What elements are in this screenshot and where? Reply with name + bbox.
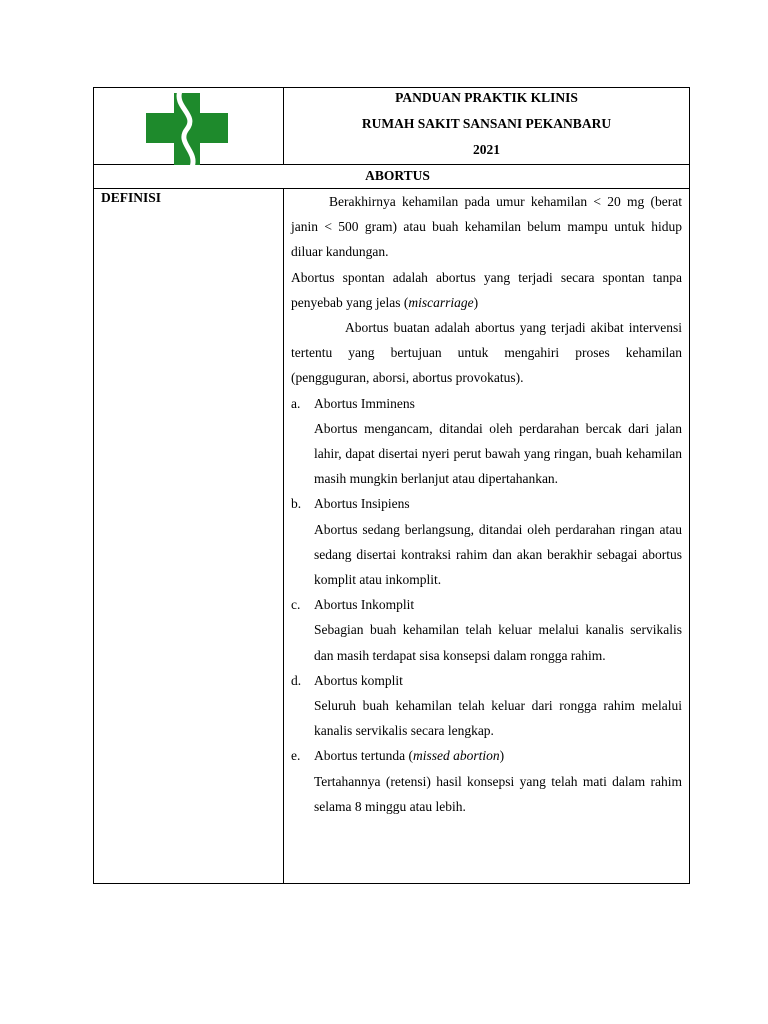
header-row	[94, 88, 690, 165]
list-item	[291, 491, 682, 592]
guideline-table	[93, 87, 690, 884]
list-item-body: Tertahannya (retensi) hasil konsepsi yang telah mati dalam rahim selama 8 minggu atau lebih.	[314, 773, 682, 814]
list-item-body: Seluruh buah kehamilan telah keluar dari rongga rahim melalui kanalis servikalis secara lengkap.	[314, 698, 682, 739]
header-title-line2: RUMAH SAKIT SANSANI PEKANBARU	[361, 116, 612, 131]
subtitle-row	[94, 165, 690, 189]
list-item	[291, 391, 682, 492]
definisi-spontan: Abortus spontan adalah abortus yang terjadi secara spontan tanpa penyebab yang jelas (miscarriage)	[291, 269, 682, 310]
list-item-title: Abortus Imminens	[314, 395, 415, 411]
list-item	[291, 668, 682, 744]
list-item-title: Abortus tertunda (missed abortion)	[314, 748, 505, 764]
list-item-title: Abortus Inkomplit	[314, 597, 415, 613]
header-title-cell	[284, 88, 690, 165]
header-title-line1: PANDUAN PRAKTIK KLINIS	[395, 90, 578, 105]
definisi-content	[284, 189, 690, 884]
list-item-letter: d.	[291, 672, 302, 688]
list-item-body: Sebagian buah kehamilan telah keluar melalui kanalis servikalis dan masih terdapat sisa konsepsi dalam rongga rahim.	[314, 622, 682, 663]
list-item-letter: e.	[291, 748, 301, 764]
definisi-buatan: Abortus buatan adalah abortus yang terjadi akibat intervensi tertentu yang bertujuan untuk mengahiri proses kehamilan (pengguguran, aborsi, abortus provokatus).	[291, 320, 682, 386]
list-item-title: Abortus Insipiens	[314, 496, 410, 512]
list-item-letter: c.	[291, 597, 301, 613]
logo-cell	[94, 88, 284, 165]
definisi-intro: Berakhirnya kehamilan pada umur kehamilan < 20 mg (berat janin < 500 gram) atau buah kehamilan belum mampu untuk hidup diluar kandungan.	[291, 194, 682, 260]
list-item-letter: b.	[291, 496, 302, 512]
list-item-body: Abortus sedang berlangsung, ditandai oleh perdarahan ringan atau sedang disertai kontraksi rahim dan akan berakhir sebagai abortus komplit atau inkomplit.	[314, 521, 682, 588]
list-item	[291, 743, 682, 819]
list-item-letter: a.	[291, 395, 301, 411]
list-item-title: Abortus komplit	[314, 672, 403, 688]
page-subtitle: ABORTUS	[94, 165, 690, 189]
list-item	[291, 592, 682, 668]
hospital-cross-logo-icon	[146, 93, 228, 165]
definisi-label: DEFINISI	[94, 189, 284, 884]
definisi-row	[94, 189, 690, 884]
list-item-body: Abortus mengancam, ditandai oleh perdarahan bercak dari jalan lahir, dapat disertai nyeri perut bawah yang ringan, buah kehamilan masih mungkin berlanjut atau dipertahankan.	[314, 420, 682, 487]
header-year: 2021	[473, 142, 500, 157]
